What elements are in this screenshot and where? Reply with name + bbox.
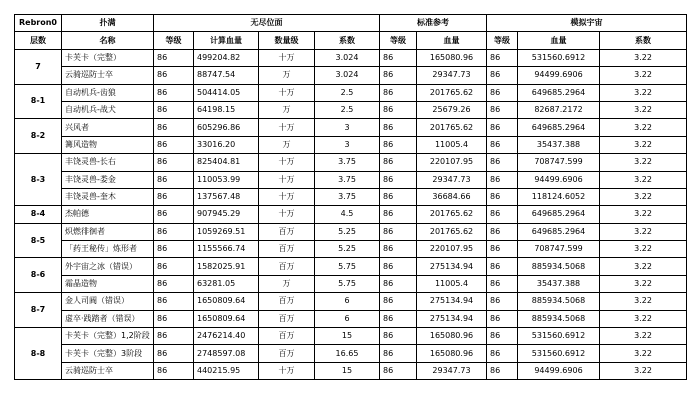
name-cell[interactable]: 自动机兵-齿狼 xyxy=(62,84,154,101)
hp-sim-cell[interactable]: 82687.2172 xyxy=(518,101,600,118)
coef-cell[interactable]: 3.75 xyxy=(315,171,380,188)
hp-sim-cell[interactable]: 531560.6912 xyxy=(518,345,600,362)
hp-standard-cell[interactable]: 165080.96 xyxy=(417,328,487,345)
name-cell[interactable]: 丰饶灵兽-娄金 xyxy=(62,171,154,188)
hp-standard-cell[interactable]: 165080.96 xyxy=(417,49,487,66)
col-header-name[interactable]: 名称 xyxy=(62,32,154,49)
level-sim-cell[interactable]: 86 xyxy=(487,49,518,66)
hp-sim-cell[interactable]: 649685.2964 xyxy=(518,119,600,136)
calc-hp-cell[interactable]: 137567.48 xyxy=(194,188,259,205)
hp-sim-cell[interactable]: 885934.5068 xyxy=(518,258,600,275)
level-cell[interactable]: 86 xyxy=(154,136,194,153)
level-cell[interactable]: 86 xyxy=(154,293,194,310)
table-row xyxy=(15,362,687,379)
floor-cell[interactable]: 8-6 xyxy=(15,258,62,293)
calc-hp-cell[interactable]: 1155566.74 xyxy=(194,241,259,258)
table-row xyxy=(15,171,687,188)
table-row xyxy=(15,328,687,345)
hp-standard-cell[interactable]: 29347.73 xyxy=(417,362,487,379)
level-sim-cell[interactable]: 86 xyxy=(487,84,518,101)
level-cell[interactable]: 86 xyxy=(154,362,194,379)
table-row xyxy=(15,310,687,327)
col-header-level-sim[interactable]: 等级 xyxy=(487,32,518,49)
calc-hp-cell[interactable]: 504414.05 xyxy=(194,84,259,101)
table-row xyxy=(15,206,687,223)
coef-sim-cell[interactable]: 3.22 xyxy=(600,328,687,345)
coef-sim-cell[interactable]: 3.22 xyxy=(600,223,687,240)
level-standard-cell[interactable]: 86 xyxy=(380,101,417,118)
level-cell[interactable]: 86 xyxy=(154,310,194,327)
level-cell[interactable]: 86 xyxy=(154,84,194,101)
name-cell[interactable]: 卡芙卡（完整） xyxy=(62,49,154,66)
hp-sim-cell[interactable]: 94499.6906 xyxy=(518,67,600,84)
table-row xyxy=(15,345,687,362)
group-header-simulated[interactable]: 模拟宇宙 xyxy=(487,15,687,32)
level-standard-cell[interactable]: 86 xyxy=(380,241,417,258)
floor-cell[interactable]: 8-2 xyxy=(15,119,62,154)
coef-sim-cell[interactable]: 3.22 xyxy=(600,206,687,223)
hp-sim-cell[interactable]: 35437.388 xyxy=(518,275,600,292)
magnitude-cell[interactable]: 十万 xyxy=(259,171,315,188)
calc-hp-cell[interactable]: 825404.81 xyxy=(194,154,259,171)
col-header-hp-standard[interactable]: 血量 xyxy=(417,32,487,49)
coef-cell[interactable]: 3.024 xyxy=(315,49,380,66)
hp-sim-cell[interactable]: 708747.599 xyxy=(518,241,600,258)
level-standard-cell[interactable]: 86 xyxy=(380,136,417,153)
floor-cell[interactable]: 7 xyxy=(15,49,62,84)
level-standard-cell[interactable]: 86 xyxy=(380,223,417,240)
table-row xyxy=(15,241,687,258)
calc-hp-cell[interactable]: 440215.95 xyxy=(194,362,259,379)
level-cell[interactable]: 86 xyxy=(154,328,194,345)
level-cell[interactable]: 86 xyxy=(154,119,194,136)
table-row xyxy=(15,101,687,118)
group-header-standard[interactable]: 标准参考 xyxy=(380,15,487,32)
magnitude-cell[interactable]: 十万 xyxy=(259,119,315,136)
hp-sim-cell[interactable]: 94499.6906 xyxy=(518,362,600,379)
magnitude-cell[interactable]: 十万 xyxy=(259,49,315,66)
level-sim-cell[interactable]: 86 xyxy=(487,241,518,258)
coef-sim-cell[interactable]: 3.22 xyxy=(600,188,687,205)
coef-cell[interactable]: 5.75 xyxy=(315,258,380,275)
level-sim-cell[interactable]: 86 xyxy=(487,310,518,327)
level-cell[interactable]: 86 xyxy=(154,345,194,362)
level-cell[interactable]: 86 xyxy=(154,275,194,292)
coef-sim-cell[interactable]: 3.22 xyxy=(600,101,687,118)
name-cell[interactable]: 「药王秘传」炼形者 xyxy=(62,241,154,258)
hp-standard-cell[interactable]: 275134.94 xyxy=(417,293,487,310)
coef-cell[interactable]: 15 xyxy=(315,362,380,379)
hp-sim-cell[interactable]: 708747.599 xyxy=(518,154,600,171)
calc-hp-cell[interactable]: 1582025.91 xyxy=(194,258,259,275)
floor-cell[interactable]: 8-3 xyxy=(15,154,62,206)
coef-cell[interactable]: 2.5 xyxy=(315,84,380,101)
magnitude-cell[interactable]: 十万 xyxy=(259,154,315,171)
level-standard-cell[interactable]: 86 xyxy=(380,171,417,188)
table-row xyxy=(15,119,687,136)
magnitude-cell[interactable]: 十万 xyxy=(259,84,315,101)
level-cell[interactable]: 86 xyxy=(154,258,194,275)
coef-cell[interactable]: 15 xyxy=(315,328,380,345)
floor-cell[interactable]: 8-4 xyxy=(15,206,62,223)
magnitude-cell[interactable]: 万 xyxy=(259,136,315,153)
hp-standard-cell[interactable]: 201765.62 xyxy=(417,206,487,223)
corner-cell[interactable]: Rebron0 xyxy=(15,15,62,32)
hp-sim-cell[interactable]: 649685.2964 xyxy=(518,84,600,101)
calc-hp-cell[interactable]: 88747.54 xyxy=(194,67,259,84)
name-cell[interactable]: 虚卒·践踏者（错误） xyxy=(62,310,154,327)
table-row xyxy=(15,223,687,240)
table-row xyxy=(15,293,687,310)
hp-standard-cell[interactable]: 29347.73 xyxy=(417,67,487,84)
table-row xyxy=(15,275,687,292)
name-cell[interactable]: 自动机兵-战犬 xyxy=(62,101,154,118)
name-cell[interactable]: 金人司阍（错误） xyxy=(62,293,154,310)
level-sim-cell[interactable]: 86 xyxy=(487,223,518,240)
floor-cell[interactable]: 8-8 xyxy=(15,328,62,380)
hp-sim-cell[interactable]: 531560.6912 xyxy=(518,49,600,66)
coef-sim-cell[interactable]: 3.22 xyxy=(600,171,687,188)
level-sim-cell[interactable]: 86 xyxy=(487,206,518,223)
level-standard-cell[interactable]: 86 xyxy=(380,362,417,379)
level-standard-cell[interactable]: 86 xyxy=(380,206,417,223)
coef-cell[interactable]: 3 xyxy=(315,119,380,136)
coef-sim-cell[interactable]: 3.22 xyxy=(600,345,687,362)
level-cell[interactable]: 86 xyxy=(154,188,194,205)
calc-hp-cell[interactable]: 1650809.64 xyxy=(194,310,259,327)
level-sim-cell[interactable]: 86 xyxy=(487,328,518,345)
table-row xyxy=(15,154,687,171)
hp-sim-cell[interactable]: 94499.6906 xyxy=(518,171,600,188)
calc-hp-cell[interactable]: 605296.86 xyxy=(194,119,259,136)
hp-sim-cell[interactable]: 118124.6052 xyxy=(518,188,600,205)
level-standard-cell[interactable]: 86 xyxy=(380,84,417,101)
coef-sim-cell[interactable]: 3.22 xyxy=(600,241,687,258)
coef-cell[interactable]: 3.75 xyxy=(315,154,380,171)
level-sim-cell[interactable]: 86 xyxy=(487,67,518,84)
hp-standard-cell[interactable]: 220107.95 xyxy=(417,241,487,258)
coef-cell[interactable]: 3 xyxy=(315,136,380,153)
calc-hp-cell[interactable]: 64198.15 xyxy=(194,101,259,118)
name-cell[interactable]: 篝风造物 xyxy=(62,136,154,153)
hp-standard-cell[interactable]: 11005.4 xyxy=(417,136,487,153)
level-cell[interactable]: 86 xyxy=(154,206,194,223)
col-header-level[interactable]: 等级 xyxy=(154,32,194,49)
magnitude-cell[interactable]: 百万 xyxy=(259,345,315,362)
coef-cell[interactable]: 3.024 xyxy=(315,67,380,84)
coef-cell[interactable]: 5.75 xyxy=(315,275,380,292)
calc-hp-cell[interactable]: 499204.82 xyxy=(194,49,259,66)
calc-hp-cell[interactable]: 110053.99 xyxy=(194,171,259,188)
level-sim-cell[interactable]: 86 xyxy=(487,188,518,205)
magnitude-cell[interactable]: 百万 xyxy=(259,328,315,345)
level-cell[interactable]: 86 xyxy=(154,154,194,171)
coef-cell[interactable]: 16.65 xyxy=(315,345,380,362)
coef-cell[interactable]: 2.5 xyxy=(315,101,380,118)
name-cell[interactable]: 丰饶灵兽-奎木 xyxy=(62,188,154,205)
level-cell[interactable]: 86 xyxy=(154,223,194,240)
group-header-puman[interactable]: 扑满 xyxy=(62,15,154,32)
level-standard-cell[interactable]: 86 xyxy=(380,275,417,292)
col-header-hp-sim[interactable]: 血量 xyxy=(518,32,600,49)
name-cell[interactable]: 云骑巡防士卒 xyxy=(62,67,154,84)
hp-standard-cell[interactable]: 165080.96 xyxy=(417,345,487,362)
coef-sim-cell[interactable]: 3.22 xyxy=(600,293,687,310)
magnitude-cell[interactable]: 万 xyxy=(259,67,315,84)
magnitude-cell[interactable]: 百万 xyxy=(259,223,315,240)
magnitude-cell[interactable]: 万 xyxy=(259,101,315,118)
header-group-row xyxy=(15,15,687,32)
coef-sim-cell[interactable]: 3.22 xyxy=(600,154,687,171)
level-standard-cell[interactable]: 86 xyxy=(380,310,417,327)
coef-cell[interactable]: 6 xyxy=(315,293,380,310)
calc-hp-cell[interactable]: 2476214.40 xyxy=(194,328,259,345)
level-standard-cell[interactable]: 86 xyxy=(380,154,417,171)
col-header-calc-hp[interactable]: 计算血量 xyxy=(194,32,259,49)
magnitude-cell[interactable]: 百万 xyxy=(259,310,315,327)
level-standard-cell[interactable]: 86 xyxy=(380,67,417,84)
coef-cell[interactable]: 6 xyxy=(315,310,380,327)
level-cell[interactable]: 86 xyxy=(154,241,194,258)
coef-sim-cell[interactable]: 3.22 xyxy=(600,119,687,136)
hp-standard-cell[interactable]: 201765.62 xyxy=(417,223,487,240)
table-row xyxy=(15,84,687,101)
calc-hp-cell[interactable]: 1059269.51 xyxy=(194,223,259,240)
group-header-endless[interactable]: 无尽位面 xyxy=(154,15,380,32)
level-sim-cell[interactable]: 86 xyxy=(487,275,518,292)
level-sim-cell[interactable]: 86 xyxy=(487,258,518,275)
floor-cell[interactable]: 8-7 xyxy=(15,293,62,328)
level-cell[interactable]: 86 xyxy=(154,101,194,118)
level-sim-cell[interactable]: 86 xyxy=(487,119,518,136)
magnitude-cell[interactable]: 十万 xyxy=(259,362,315,379)
level-standard-cell[interactable]: 86 xyxy=(380,258,417,275)
hp-standard-cell[interactable]: 275134.94 xyxy=(417,258,487,275)
hp-sim-cell[interactable]: 531560.6912 xyxy=(518,328,600,345)
coef-sim-cell[interactable]: 3.22 xyxy=(600,362,687,379)
hp-sim-cell[interactable]: 649685.2964 xyxy=(518,206,600,223)
magnitude-cell[interactable]: 百万 xyxy=(259,241,315,258)
magnitude-cell[interactable]: 万 xyxy=(259,275,315,292)
name-cell[interactable]: 卡芙卡（完整）3阶段 xyxy=(62,345,154,362)
col-header-level-standard[interactable]: 等级 xyxy=(380,32,417,49)
magnitude-cell[interactable]: 百万 xyxy=(259,293,315,310)
hp-sim-cell[interactable]: 885934.5068 xyxy=(518,293,600,310)
coef-cell[interactable]: 3.75 xyxy=(315,188,380,205)
level-cell[interactable]: 86 xyxy=(154,171,194,188)
coef-sim-cell[interactable]: 3.22 xyxy=(600,84,687,101)
name-cell[interactable]: 外宇宙之冰（错误） xyxy=(62,258,154,275)
hp-standard-cell[interactable]: 201765.62 xyxy=(417,119,487,136)
calc-hp-cell[interactable]: 33016.20 xyxy=(194,136,259,153)
level-sim-cell[interactable]: 86 xyxy=(487,293,518,310)
level-sim-cell[interactable]: 86 xyxy=(487,171,518,188)
floor-cell[interactable]: 8-5 xyxy=(15,223,62,258)
hp-standard-cell[interactable]: 29347.73 xyxy=(417,171,487,188)
level-sim-cell[interactable]: 86 xyxy=(487,154,518,171)
name-cell[interactable]: 炽燃徘徊者 xyxy=(62,223,154,240)
hp-standard-cell[interactable]: 36684.66 xyxy=(417,188,487,205)
table-row xyxy=(15,49,687,66)
coef-sim-cell[interactable]: 3.22 xyxy=(600,275,687,292)
coef-cell[interactable]: 5.25 xyxy=(315,223,380,240)
level-standard-cell[interactable]: 86 xyxy=(380,188,417,205)
level-standard-cell[interactable]: 86 xyxy=(380,119,417,136)
level-standard-cell[interactable]: 86 xyxy=(380,328,417,345)
level-sim-cell[interactable]: 86 xyxy=(487,136,518,153)
hp-standard-cell[interactable]: 275134.94 xyxy=(417,310,487,327)
name-cell[interactable]: 兴风者 xyxy=(62,119,154,136)
calc-hp-cell[interactable]: 1650809.64 xyxy=(194,293,259,310)
header-column-row xyxy=(15,32,687,49)
data-table xyxy=(14,14,687,380)
level-sim-cell[interactable]: 86 xyxy=(487,101,518,118)
level-cell[interactable]: 86 xyxy=(154,67,194,84)
col-header-coef-sim[interactable]: 系数 xyxy=(600,32,687,49)
level-standard-cell[interactable]: 86 xyxy=(380,49,417,66)
table-row xyxy=(15,136,687,153)
coef-sim-cell[interactable]: 3.22 xyxy=(600,67,687,84)
table-body xyxy=(15,15,687,380)
name-cell[interactable]: 卡芙卡（完整）1,2阶段 xyxy=(62,328,154,345)
col-header-magnitude[interactable]: 数量级 xyxy=(259,32,315,49)
level-sim-cell[interactable]: 86 xyxy=(487,345,518,362)
hp-standard-cell[interactable]: 11005.4 xyxy=(417,275,487,292)
name-cell[interactable]: 霜晶造物 xyxy=(62,275,154,292)
magnitude-cell[interactable]: 十万 xyxy=(259,206,315,223)
hp-standard-cell[interactable]: 25679.26 xyxy=(417,101,487,118)
hp-sim-cell[interactable]: 885934.5068 xyxy=(518,310,600,327)
table-row xyxy=(15,258,687,275)
magnitude-cell[interactable]: 十万 xyxy=(259,188,315,205)
level-standard-cell[interactable]: 86 xyxy=(380,345,417,362)
hp-sim-cell[interactable]: 649685.2964 xyxy=(518,223,600,240)
hp-standard-cell[interactable]: 220107.95 xyxy=(417,154,487,171)
name-cell[interactable]: 云骑巡防士卒 xyxy=(62,362,154,379)
hp-sim-cell[interactable]: 35437.388 xyxy=(518,136,600,153)
name-cell[interactable]: 杰帕德 xyxy=(62,206,154,223)
coef-cell[interactable]: 4.5 xyxy=(315,206,380,223)
coef-cell[interactable]: 5.25 xyxy=(315,241,380,258)
floor-cell[interactable]: 8-1 xyxy=(15,84,62,119)
table-row xyxy=(15,188,687,205)
calc-hp-cell[interactable]: 63281.05 xyxy=(194,275,259,292)
table-row xyxy=(15,67,687,84)
hp-standard-cell[interactable]: 201765.62 xyxy=(417,84,487,101)
coef-sim-cell[interactable]: 3.22 xyxy=(600,49,687,66)
level-cell[interactable]: 86 xyxy=(154,49,194,66)
calc-hp-cell[interactable]: 2748597.08 xyxy=(194,345,259,362)
level-sim-cell[interactable]: 86 xyxy=(487,362,518,379)
name-cell[interactable]: 丰饶灵兽-长右 xyxy=(62,154,154,171)
col-header-floor[interactable]: 层数 xyxy=(15,32,62,49)
coef-sim-cell[interactable]: 3.22 xyxy=(600,310,687,327)
coef-sim-cell[interactable]: 3.22 xyxy=(600,136,687,153)
coef-sim-cell[interactable]: 3.22 xyxy=(600,258,687,275)
calc-hp-cell[interactable]: 907945.29 xyxy=(194,206,259,223)
level-standard-cell[interactable]: 86 xyxy=(380,293,417,310)
col-header-coef[interactable]: 系数 xyxy=(315,32,380,49)
magnitude-cell[interactable]: 百万 xyxy=(259,258,315,275)
